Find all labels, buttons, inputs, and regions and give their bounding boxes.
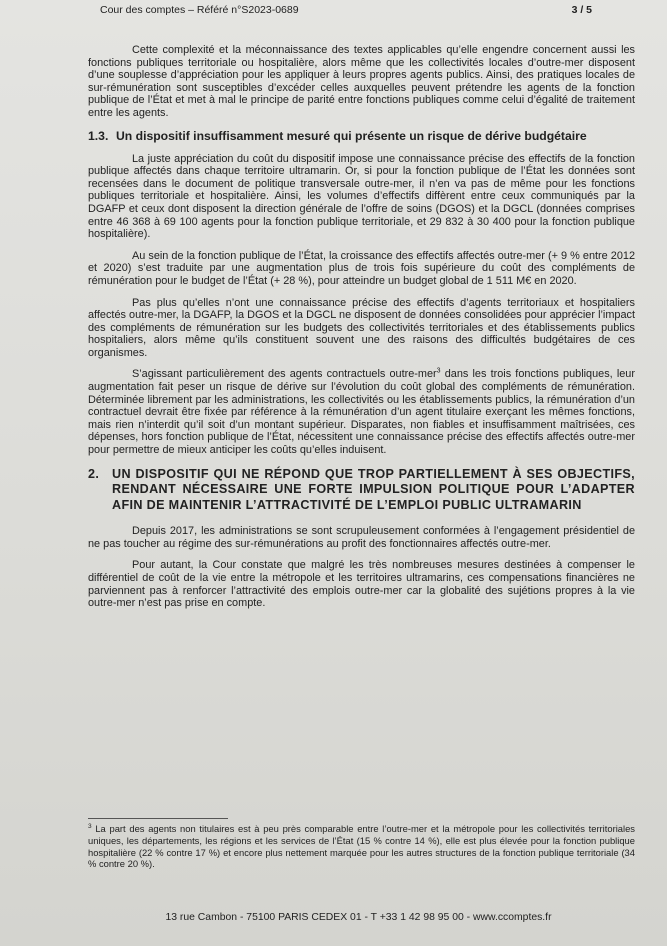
section-heading-1-3	[88, 129, 635, 144]
footnote	[88, 823, 635, 870]
footnote-marker: 3	[88, 822, 92, 830]
paragraph-court-finding: Pour autant, la Cour constate que malgré les très nombreuses mesures destinées à compenser le différentiel de coût de la vie entre la métropole et les territoires ultramarins, ces compensations financières ne parviennent pas à renforcer l’attractivité des emplois outre-mer car la globalité des sujétions propres à la vie outre-mer n’est pas prise en compte.	[88, 559, 635, 610]
paragraph-complexity: Cette complexité et la méconnaissance des textes applicables qu’elle engendre concernent aussi les fonctions publiques territoriale ou hospitalière, alors même que les collectivités locales d’outre-mer disposent d’une souplesse d’appréciation pour les appliquer à leurs propres agents publics. Ainsi, des pratiques locales de sur-rémunération sont susceptibles d’excéder celles auxquelles peuvent prétendre les agents de la fonction publique de l’État et met à mal le principe de parité entre fonctions publiques comme celui d’égalité de traitement entre les agents.	[88, 44, 635, 119]
body-text	[88, 44, 635, 619]
paragraph-since-2017: Depuis 2017, les administrations se sont scrupuleusement conformées à l’engagement présidentiel de ne pas toucher au régime des sur-rémunérations au profit des fonctionnaires affectés outre-mer.	[88, 525, 635, 550]
section-number: 2.	[88, 466, 100, 481]
paragraph-contract-agents-start: S’agissant particulièrement des agents contractuels outre-mer	[132, 368, 437, 381]
page-header	[100, 4, 592, 22]
footnote-text: La part des agents non titulaires est à peu près comparable entre l’outre-mer et la métropole pour les collectivités territoriales uniques, les départements, les régions et les services de l’État (15 % contre 14 %), elle est plus élevée pour la fonction publique hospitalière (22 % contre 17 %) et encore plus nettement marquée pour les autres structures de la fonction publique territoriale (34 % contre 20 %).	[88, 823, 635, 870]
footnote-reference: 3	[436, 367, 441, 375]
section-heading-2	[88, 467, 635, 514]
section-number: 1.3.	[88, 128, 109, 143]
page-footer: 13 rue Cambon - 75100 PARIS CEDEX 01 - T +33 1 42 98 95 00 - www.ccomptes.fr	[165, 912, 552, 923]
section-title: UN DISPOSITIF QUI NE RÉPOND QUE TROP PARTIELLEMENT À SES OBJECTIFS, RENDANT NÉCESSAIRE UNE FORTE IMPULSION POLITIQUE POUR L’ADAPTER AFIN DE MAINTENIR L’ATTRACTIVITÉ DE L’EMPLOI PUBLIC ULTRAMARIN	[112, 466, 635, 512]
paragraph-contract-agents	[88, 368, 635, 456]
paragraph-contract-agents-rest: dans les trois fonctions publiques, leur augmentation fait peser un risque de dérive sur l’évolution du coût global des compléments de rémunération. Déterminée librement par les administrations, les collectivités ou les établissements publics, la rémunération d’un contractuel devrait être fixée par référence à la rémunération d’un agent titulaire exerçant les mêmes fonctions, mais rien n’interdit qu’il soit d’un montant supérieur. Disparates, non fiables et insuffisamment maîtrisées, ces dépenses, hors fonction publique de l’État, nécessitent une connaissance précise des effectifs affectés outre-mer pour permettre de mieux anticiper les coûts qu’elles induisent.	[88, 368, 635, 457]
header-reference: Cour des comptes – Référé n°S2023-0689	[100, 4, 299, 16]
paragraph-consolidated-data: Pas plus qu’elles n’ont une connaissance précise des effectifs d’agents territoriaux et hospitaliers affectés outre-mer, la DGAFP, la DGOS et la DGCL ne disposent de données consolidées pour apprécier l’impact des compléments de rémunération sur les budgets des collectivités territoriales et des établissements publics hospitaliers, alors même qu’ils constituent souvent une des raisons des difficultés budgétaires de ces organismes.	[88, 296, 635, 359]
paragraph-cost-assessment: La juste appréciation du coût du dispositif impose une connaissance précise des effectifs de la fonction publique affectés dans chaque territoire ultramarin. Or, si pour la fonction publique de l’État les données sont recensées dans le document de politique transversale outre-mer, il n’en va pas de même pour les fonctions publiques territoriale et hospitalière. Ainsi, les volumes d’effectifs diffèrent entre ceux communiqués par la DGAFP et ceux dont disposent la direction générale de l’offre de soins (DGOS) et la DGCL (données comprises entre 46 368 à 69 100 agents pour la fonction publique territoriale, et 29 832 à 30 400 pour la fonction publique hospitalière).	[88, 152, 635, 241]
footnote-divider	[88, 818, 228, 819]
section-title: Un dispositif insuffisamment mesuré qui présente un risque de dérive budgétaire	[116, 128, 587, 143]
page-number: 3 / 5	[571, 4, 592, 16]
paragraph-state-growth: Au sein de la fonction publique de l’État, la croissance des effectifs affectés outre-mer (+ 9 % entre 2012 et 2020) s’est traduite par une augmentation plus de trois fois supérieure du coût des compléments de rémunération pour le budget de l’État (+ 28 %), pour atteindre un budget global de 1 511 M€ en 2020.	[88, 249, 635, 287]
